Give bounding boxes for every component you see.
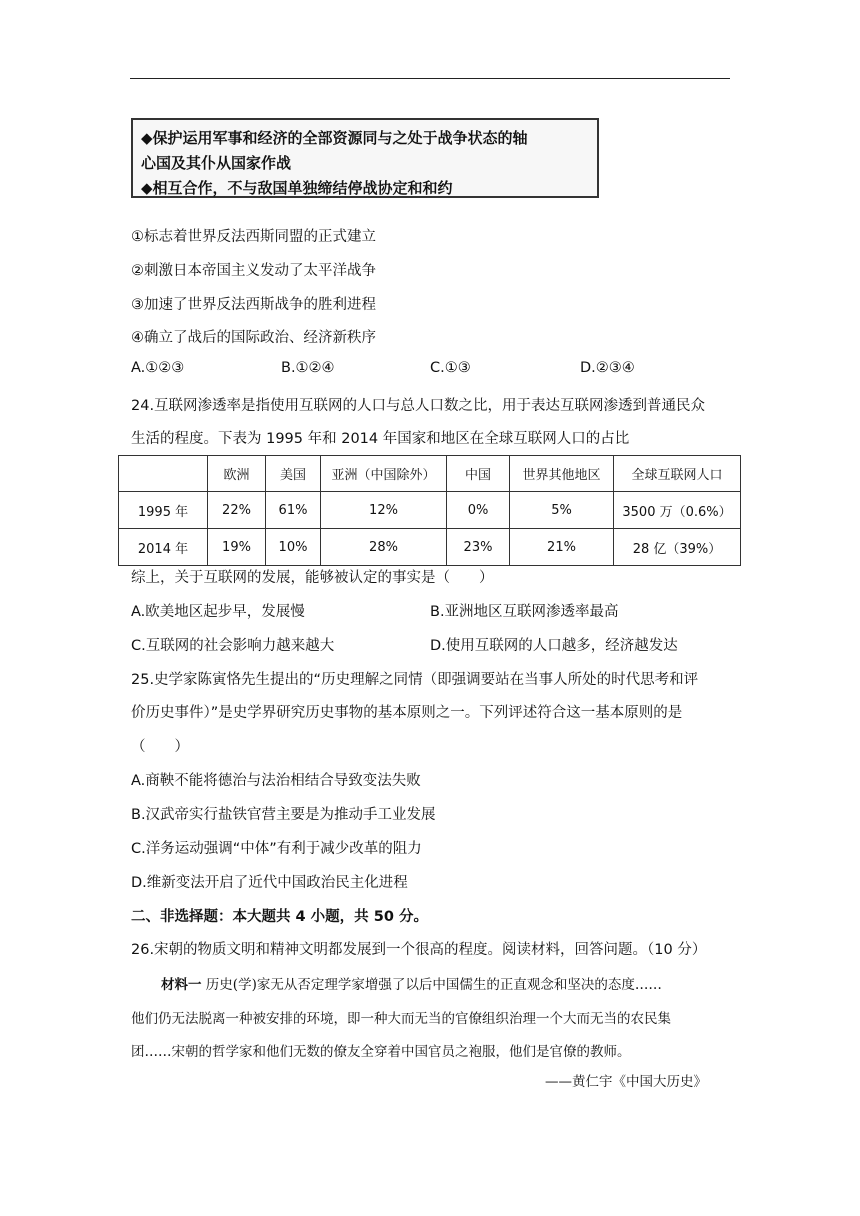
material-line-1 xyxy=(161,973,662,993)
internet-share-table xyxy=(118,455,741,566)
q23-statement-4: ④确立了战后的国际政治、经济新秩序 xyxy=(131,330,376,346)
table-cell: 22% xyxy=(208,492,266,529)
table-cell: 10% xyxy=(266,529,321,566)
table-cell: 23% xyxy=(447,529,510,566)
q25-option-c: C.洋务运动强调“中体”有利于减少改革的阻力 xyxy=(131,841,422,857)
table-row xyxy=(119,492,741,529)
material-label: 材料一 xyxy=(161,977,202,993)
material-line-2: 他们仍无法脱离一种被安排的环境，即一种大而无当的官僚组织治理一个大而无当的农民集 xyxy=(131,1011,671,1027)
q24-option-d: D.使用互联网的人口越多，经济越发达 xyxy=(430,638,678,654)
q25-stem-line3: （ ） xyxy=(131,739,189,755)
table-header-cell: 中国 xyxy=(447,456,510,492)
header-rule xyxy=(130,78,730,79)
q23-option-d: D.②③④ xyxy=(580,360,635,376)
table-header-cell: 世界其他地区 xyxy=(510,456,614,492)
table-cell: 21% xyxy=(510,529,614,566)
table-cell: 3500 万（0.6%） xyxy=(614,492,741,529)
excerpt-line: ◆保护运用军事和经济的全部资源同与之处于战争状态的轴 xyxy=(141,129,528,147)
table-header-row xyxy=(119,456,741,492)
q23-statement-2: ②刺激日本帝国主义发动了太平洋战争 xyxy=(131,263,376,279)
q25-option-a: A.商鞅不能将德治与法治相结合导致变法失败 xyxy=(131,773,421,789)
q23-statement-1: ①标志着世界反法西斯同盟的正式建立 xyxy=(131,229,376,245)
q23-option-a: A.①②③ xyxy=(131,360,185,376)
table-cell: 61% xyxy=(266,492,321,529)
q24-question: 综上，关于互联网的发展，能够被认定的事实是（ ） xyxy=(131,570,494,586)
excerpt-line: ◆相互合作，不与敌国单独缔结停战协定和和约 xyxy=(141,179,453,197)
table-cell: 5% xyxy=(510,492,614,529)
table-header-cell: 亚洲（中国除外） xyxy=(321,456,447,492)
table-header-cell: 欧洲 xyxy=(208,456,266,492)
table-cell: 0% xyxy=(447,492,510,529)
table-header-cell: 美国 xyxy=(266,456,321,492)
q23-option-b: B.①②④ xyxy=(281,360,335,376)
q24-option-a: A.欧美地区起步早，发展慢 xyxy=(131,604,305,620)
material-text: 历史(学)家无从否定理学家增强了以后中国儒生的正直观念和坚决的态度…… xyxy=(205,977,662,993)
table-cell: 28 亿（39%） xyxy=(614,529,741,566)
q24-stem-line2: 生活的程度。下表为 1995 年和 2014 年国家和地区在全球互联网人口的占比 xyxy=(131,431,630,447)
charter-excerpt-image xyxy=(131,118,599,198)
table-cell: 2014 年 xyxy=(119,529,208,566)
q25-option-b: B.汉武帝实行盐铁官营主要是为推动手工业发展 xyxy=(131,807,436,823)
table-row xyxy=(119,529,741,566)
table-cell: 12% xyxy=(321,492,447,529)
q24-stem-line1: 24.互联网渗透率是指使用互联网的人口与总人口数之比，用于表达互联网渗透到普通民众 xyxy=(131,398,706,414)
material-line-3: 团……宋朝的哲学家和他们无数的僚友全穿着中国官员之袍服，他们是官僚的教师。 xyxy=(131,1044,631,1060)
section-heading: 二、非选择题：本大题共 4 小题，共 50 分。 xyxy=(131,909,428,925)
q24-option-c: C.互联网的社会影响力越来越大 xyxy=(131,638,335,654)
q25-stem-line2: 价历史事件）”是史学界研究历史事物的基本原则之一。下列评述符合这一基本原则的是 xyxy=(131,705,683,721)
q23-option-c: C.①③ xyxy=(430,360,471,376)
q25-option-d: D.维新变法开启了近代中国政治民主化进程 xyxy=(131,875,408,891)
table-header-cell: 全球互联网人口 xyxy=(614,456,741,492)
material-source: ——黄仁宇《中国大历史》 xyxy=(545,1074,707,1090)
q25-stem-line1: 25.史学家陈寅恪先生提出的“历史理解之同情（即强调要站在当事人所处的时代思考和评 xyxy=(131,672,699,688)
table-cell: 1995 年 xyxy=(119,492,208,529)
q24-option-b: B.亚洲地区互联网渗透率最高 xyxy=(430,604,619,620)
excerpt-line: 心国及其仆从国家作战 xyxy=(141,154,292,172)
table-header-cell xyxy=(119,456,208,492)
q23-statement-3: ③加速了世界反法西斯战争的胜利进程 xyxy=(131,297,376,313)
table-cell: 28% xyxy=(321,529,447,566)
table-cell: 19% xyxy=(208,529,266,566)
q26-stem: 26.宋朝的物质文明和精神文明都发展到一个很高的程度。阅读材料，回答问题。（10 分） xyxy=(131,942,707,958)
